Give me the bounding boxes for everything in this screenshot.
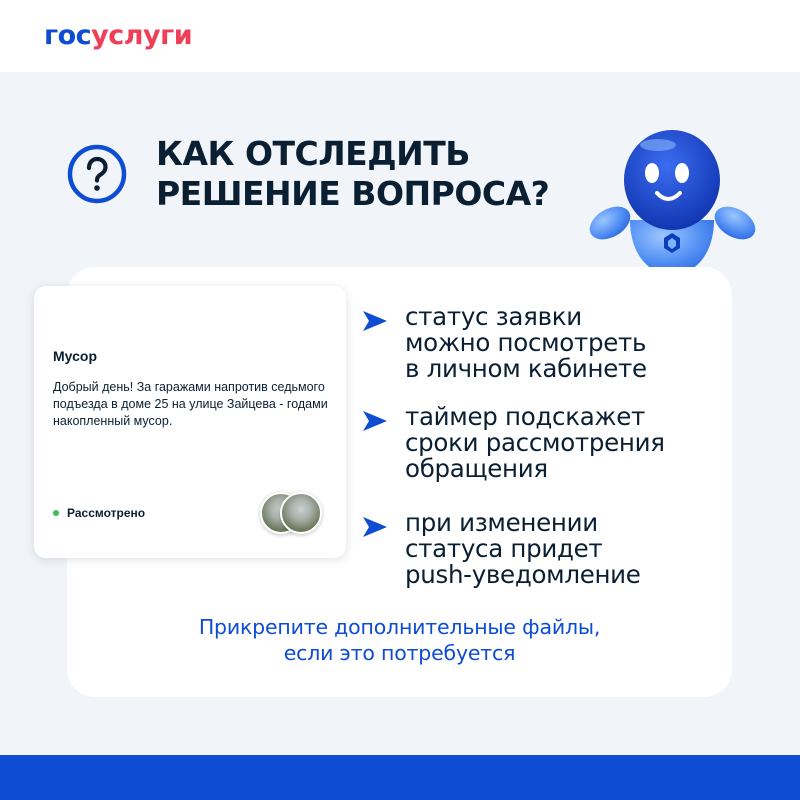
title-line-2: РЕШЕНИЕ ВОПРОСА? <box>156 174 550 213</box>
bullet-line: статуса придет <box>405 534 603 563</box>
title-line-1: КАК ОТСЛЕДИТЬ <box>156 134 470 173</box>
bullet-line: сроки рассмотрения <box>405 428 665 457</box>
question-circle-icon <box>66 143 128 205</box>
bullet-line: статус заявки <box>405 302 582 331</box>
footer-note-line-1: Прикрепите дополнительные файлы, <box>198 615 601 639</box>
footer-note-line-2: если это потребуется <box>283 641 516 665</box>
footer-note <box>67 614 732 666</box>
bullet-line: обращения <box>405 454 548 483</box>
header <box>0 0 800 72</box>
bottom-bar <box>0 755 800 800</box>
request-card[interactable] <box>34 286 346 558</box>
status-badge <box>53 506 145 520</box>
page-title <box>156 134 549 214</box>
logo-part-uslugi: услуги <box>91 20 193 51</box>
bullet-line: таймер подскажет <box>405 402 645 431</box>
attachment-thumbnail[interactable] <box>280 492 322 534</box>
bullet-line: можно посмотреть <box>405 328 647 357</box>
bullet-line: push-уведомление <box>405 560 641 589</box>
bullet-line: в личном кабинете <box>405 354 647 383</box>
status-dot-icon <box>53 510 59 516</box>
arrow-right-icon <box>362 410 388 432</box>
arrow-right-icon <box>362 310 388 332</box>
request-text: Добрый день! За гаражами напротив седьмого подъезда в доме 25 на улице Зайцева - годами накопленный мусор. <box>53 380 328 428</box>
logo-part-gos: гос <box>44 20 92 51</box>
request-title: Мусор <box>53 348 97 364</box>
bullet-line: при изменении <box>405 508 598 537</box>
gosuslugi-logo[interactable] <box>44 18 192 54</box>
arrow-right-icon <box>362 516 388 538</box>
status-label: Рассмотрено <box>67 506 146 520</box>
